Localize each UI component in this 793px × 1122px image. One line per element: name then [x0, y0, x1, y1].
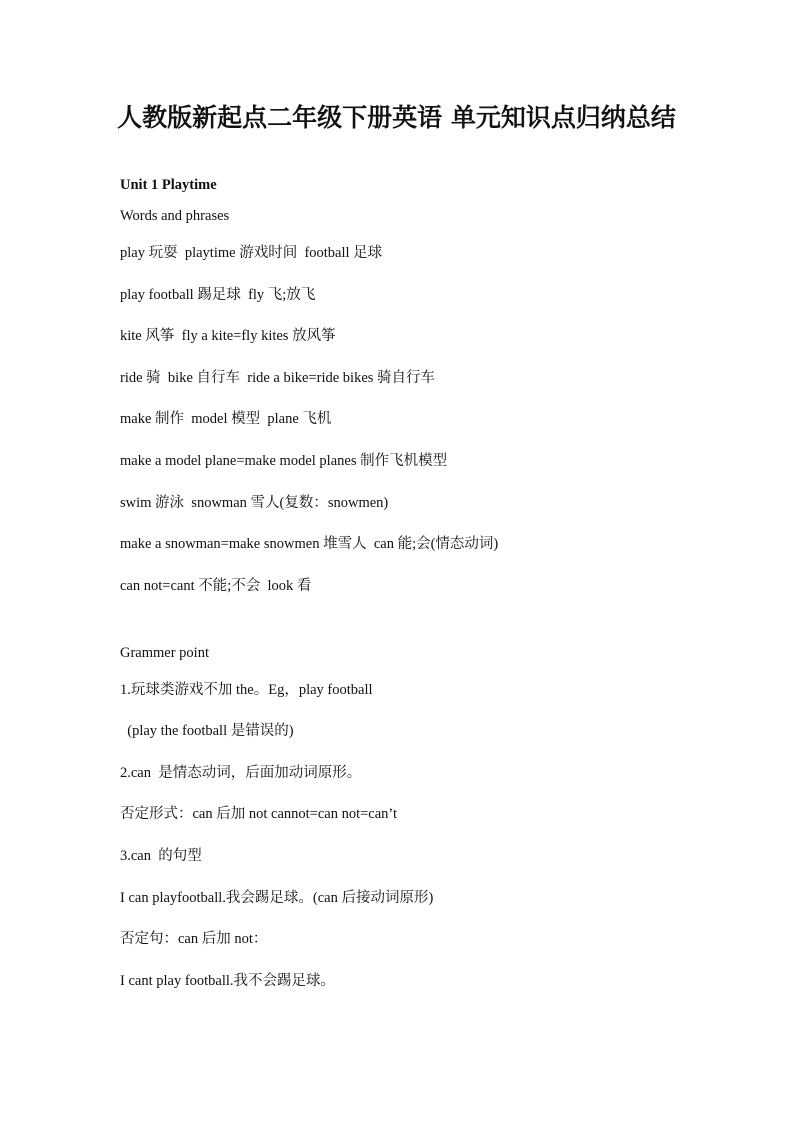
vocab-line: make a model plane=make model planes 制作飞机模型	[120, 453, 448, 469]
vocab-line: make a snowman=make snowmen 堆雪人 can 能;会(情态动词)	[120, 536, 499, 552]
words-heading: Words and phrases	[120, 208, 230, 224]
grammar-line: 1.玩球类游戏不加 the。Eg，play football	[120, 682, 373, 698]
grammar-heading: Grammer point	[120, 645, 209, 661]
vocab-line: play football 踢足球 fly 飞;放飞	[120, 287, 316, 303]
vocab-line: can not=cant 不能;不会 look 看	[120, 578, 312, 594]
vocab-line: swim 游泳 snowman 雪人(复数：snowmen)	[120, 495, 389, 511]
vocab-line: ride 骑 bike 自行车 ride a bike=ride bikes 骑自行车	[120, 370, 436, 386]
vocab-line: make 制作 model 模型 plane 飞机	[120, 411, 332, 427]
grammar-line: 否定形式：can 后加 not cannot=can not=can’t	[120, 806, 398, 822]
grammar-line: (play the football 是错误的)	[120, 723, 294, 739]
unit-heading: Unit 1 Playtime	[120, 177, 217, 193]
grammar-line: 2.can 是情态动词，后面加动词原形。	[120, 765, 362, 781]
vocab-line: play 玩耍 playtime 游戏时间 football 足球	[120, 245, 383, 261]
grammar-line: 3.can 的句型	[120, 848, 202, 864]
vocab-line: kite 风筝 fly a kite=fly kites 放风筝	[120, 328, 336, 344]
document-title: 人教版新起点二年级下册英语 单元知识点归纳总结	[117, 103, 676, 132]
grammar-line: I cant play football.我不会踢足球。	[120, 973, 336, 989]
grammar-line: I can playfootball.我会踢足球。(can 后接动词原形)	[120, 890, 434, 906]
grammar-line: 否定句：can 后加 not：	[120, 931, 268, 947]
